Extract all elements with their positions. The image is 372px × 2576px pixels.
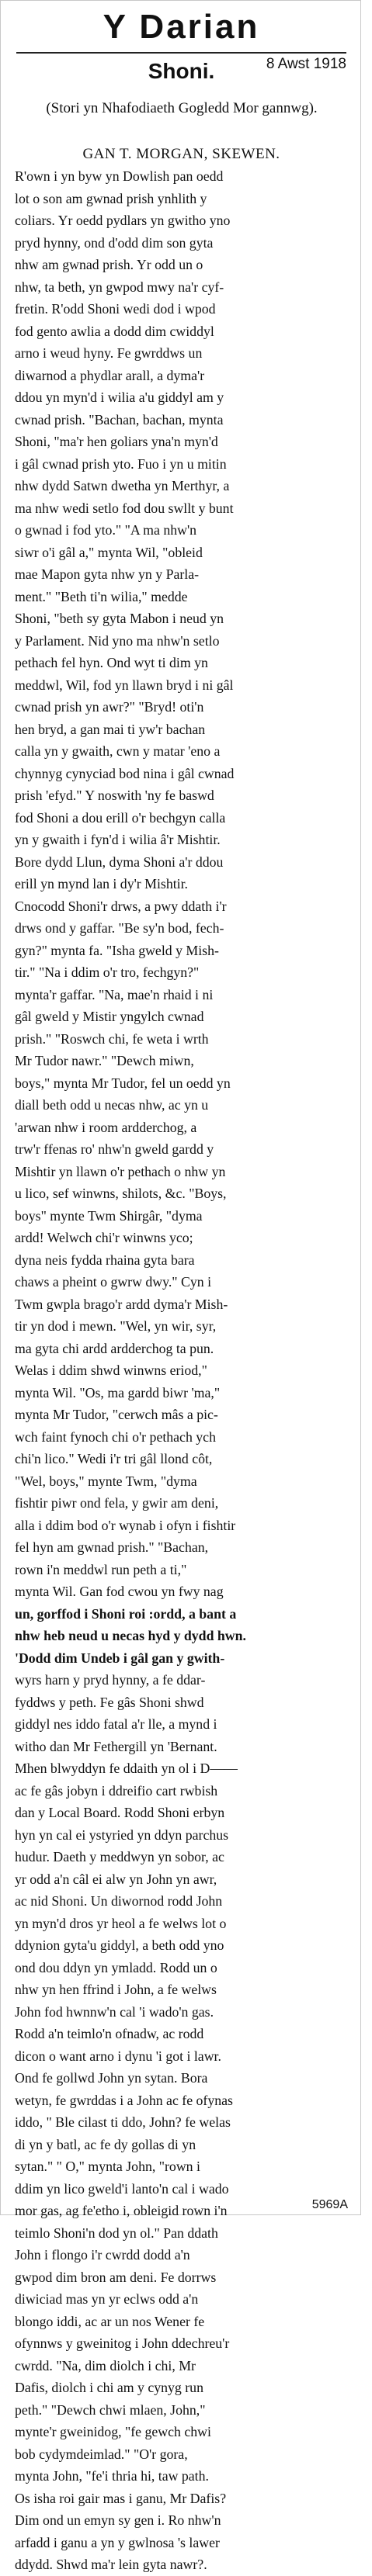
body-line: mynte'r gweinidog, "fe gewch chwi bbox=[15, 2424, 211, 2439]
body-line: "Wel, boys," mynte Twm, "dyma bbox=[15, 1473, 197, 1489]
archive-code: 5969A bbox=[311, 2198, 348, 2211]
body-line: hen bryd, a gan mai ti yw'r bachan bbox=[15, 721, 206, 737]
body-line: nhw dydd Satwn dwetha yn Merthyr, a bbox=[15, 478, 230, 493]
body-line: wetyn, fe gwrddas i a John ac fe ofynas bbox=[15, 2092, 233, 2108]
body-line: cwnad prish yn awr?" "Bryd! oti'n bbox=[15, 699, 204, 715]
body-line: tir." "Na i ddim o'r tro, fechgyn?" bbox=[15, 964, 200, 980]
body-line: diwiciad mas yn yr eclws odd a'n bbox=[15, 2291, 199, 2307]
body-line: mae Mapon gyta nhw yn y Parla- bbox=[15, 566, 200, 582]
body-line: arfadd i ganu a yn y gwlnosa 's lawer bbox=[15, 2534, 220, 2550]
body-line: yn myn'd dros yr heol a fe welws lot o bbox=[15, 1915, 227, 1931]
body-line: nhw yn hen ffrind i John, a fe welws bbox=[15, 1982, 217, 1997]
body-line: Mishtir yn llawn o'r pethach o nhw yn bbox=[15, 1163, 226, 1179]
body-line: Shoni, "beth sy gyta Mabon i neud yn bbox=[15, 611, 224, 626]
body-line: un, gorffod i Shoni roi :ordd, a bant a bbox=[15, 1605, 237, 1622]
body-line: Os isha roi gair mas i ganu, Mr Dafis? bbox=[15, 2490, 227, 2506]
body-line: y Parlament. Nid yno ma nhw'n setlo bbox=[15, 632, 220, 649]
body-line: drws ond y gaffar. "Be sy'n bod, fech- bbox=[15, 920, 224, 936]
body-line: ofynnws y gweinitog i John ddechreu'r bbox=[15, 2335, 230, 2351]
body-line: Shoni, "ma'r hen goliars yna'n myn'd bbox=[15, 434, 218, 449]
body-line: fretin. R'odd Shoni wedi dod i wpod bbox=[15, 301, 216, 317]
body-line: ma nhw wedi setlo fod dou swllt y bunt bbox=[15, 500, 234, 516]
body-line: mynta'r gaffar. "Na, mae'n rhaid i ni bbox=[15, 986, 214, 1002]
body-line: ddim yn lico gweld'i lanto'n cal i wado bbox=[15, 2180, 229, 2197]
body-line: ddynion gyta'u giddyl, a beth odd yno bbox=[15, 1937, 224, 1953]
masthead-rule bbox=[16, 52, 346, 54]
body-line: Mr Tudor nawr." "Dewch miwn, bbox=[15, 1053, 194, 1068]
body-line: yr odd a'n câl ei alw yn John yn awr, bbox=[15, 1871, 217, 1887]
story-header bbox=[16, 58, 346, 89]
body-line: Ond fe gollwd John yn sytan. Bora bbox=[15, 2070, 208, 2086]
body-line: ddou yn myn'd i wilia a'u giddyl am y bbox=[15, 390, 224, 405]
body-line: fyddws y peth. Fe gâs Shoni shwd bbox=[15, 1694, 204, 1710]
body-line: ddydd. Shwd ma'r lein gyta nawr?. bbox=[15, 2557, 207, 2572]
body-line: hudur. Daeth y meddwyn yn sobor, ac bbox=[15, 1849, 224, 1864]
body-line: cwnad prish. "Bachan, bachan, mynta bbox=[15, 411, 224, 428]
body-line: ac nid Shoni. Un diwornod rodd John bbox=[15, 1893, 223, 1909]
body-line: chaws a pheint o gwrw dwy." Cyn i bbox=[15, 1274, 212, 1290]
body-line: bob cydymdeimlad." "O'r gora, bbox=[15, 2446, 188, 2462]
story-body bbox=[15, 165, 347, 2576]
body-line: ma gyta chi ardd ardderchog ta pun. bbox=[15, 1340, 214, 1356]
body-line: erill yn mynd lan i dy'r Mishtir. bbox=[15, 876, 188, 892]
body-line: coliars. Yr oedd pydlars yn gwitho yno bbox=[15, 213, 231, 228]
story-subtitle: (Stori yn Nhafodiaeth Gogledd Mor gannwg). bbox=[46, 100, 318, 116]
body-line: Dafis, diolch i chi am y cynyg run bbox=[15, 2380, 203, 2395]
body-line: Mhen blwyddyn fe ddaith yn ol i D—— bbox=[15, 1761, 238, 1776]
body-line: fod Shoni a dou erill o'r bechgyn calla bbox=[15, 809, 226, 826]
body-line: witho dan Mr Fethergill yn 'Bernant. bbox=[15, 1738, 217, 1754]
body-line: prish." "Roswch chi, fe weta i wrth bbox=[15, 1030, 209, 1047]
body-line: gwpod dim bron am deni. Fe dorrws bbox=[15, 2269, 217, 2285]
body-line: diall beth odd u necas nhw, ac yn u bbox=[15, 1097, 209, 1113]
body-line: wch faint fynoch chi o'r pethach ych bbox=[15, 1428, 216, 1445]
body-line: di yn y batl, ac fe dy gollas di yn bbox=[15, 2136, 196, 2152]
body-line: yn y gwaith i fyn'd i wilia â'r Mishtir. bbox=[15, 832, 221, 847]
body-line: ardd! Welwch chi'r winwns yco; bbox=[15, 1230, 193, 1245]
body-line: dan y Local Board. Rodd Shoni erbyn bbox=[15, 1805, 225, 1820]
body-line: blongo iddi, ac ar un nos Wener fe bbox=[15, 2313, 205, 2329]
body-line: nhw, ta beth, yn gwpod mwy na'r cyf- bbox=[15, 279, 224, 295]
body-line: 'Dodd dim Undeb i gâl gan y gwith- bbox=[15, 1650, 225, 1666]
body-line: ac fe gâs jobyn i ddreifio cart rwbish bbox=[15, 1782, 218, 1799]
body-line: 'arwan nhw i room ardderchog, a bbox=[15, 1119, 197, 1135]
body-line: boys" mynte Twm Shirgâr, "dyma bbox=[15, 1207, 203, 1224]
body-line: R'own i yn byw yn Dowlish pan oedd bbox=[15, 168, 224, 184]
body-line: Cnocodd Shoni'r drws, a pwy ddath i'r bbox=[15, 898, 227, 914]
body-line: alla i ddim bod o'r wynab i ofyn i fishtir bbox=[15, 1517, 236, 1533]
body-line: mynta Mr Tudor, "cerwch mâs a pic- bbox=[15, 1407, 218, 1422]
body-line: chynnyg cynyciad bod nina i gâl cwnad bbox=[15, 765, 235, 781]
body-line: fishtir piwr ond fela, y gwir am deni, bbox=[15, 1495, 219, 1511]
body-line: siwr o'i gâl a," mynta Wil, "obleid bbox=[15, 544, 203, 560]
story-byline: GAN T. MORGAN, SKEWEN. bbox=[82, 146, 280, 162]
body-line: Welas i ddim shwd winwns eriod," bbox=[15, 1362, 207, 1378]
body-line: nhw am gwnad prish. Yr odd un o bbox=[15, 257, 203, 272]
body-line: pethach fel hyn. Ond wyt ti dim yn bbox=[15, 655, 208, 670]
body-line: mynta Wil. Gan fod cwou yn fwy nag bbox=[15, 1584, 224, 1599]
body-line: calla yn y gwaith, cwn y matar 'eno a bbox=[15, 743, 221, 759]
story-date: 8 Awst 1918 bbox=[266, 56, 346, 72]
body-line: cwrdd. "Na, dim diolch i chi, Mr bbox=[15, 2357, 196, 2373]
body-line: fel hyn am gwnad prish." "Bachan, bbox=[15, 1539, 209, 1555]
body-line: diwarnod a phydlar arall, a dyma'r bbox=[15, 367, 205, 383]
body-line: giddyl nes iddo fatal a'r lle, a mynd i bbox=[15, 1716, 217, 1732]
body-line: mynta John, "fe'i thria hi, taw path. bbox=[15, 2468, 209, 2484]
body-line: ond dou ddyn yn ymladd. Rodd un o bbox=[15, 1959, 217, 1975]
body-line: gyn?" mynta fa. "Isha gweld y Mish- bbox=[15, 942, 219, 958]
body-line: prish 'efyd." Y noswith 'ny fe baswd bbox=[15, 788, 214, 803]
body-line: Bore dydd Llun, dyma Shoni a'r ddou bbox=[15, 853, 224, 870]
body-line: Dim ond un emyn sy gen i. Ro nhw'n bbox=[15, 2512, 221, 2528]
body-line: nhw heb neud u necas hyd y dydd hwn. bbox=[15, 1628, 246, 1643]
body-line: u lico, sef winwns, shilots, &c. "Boys, bbox=[15, 1186, 227, 1201]
body-line: mynta Wil. "Os, ma gardd biwr 'ma," bbox=[15, 1384, 221, 1401]
body-line: trw'r ffenas ro' nhw'n gweld gardd y bbox=[15, 1141, 214, 1157]
body-line: o gwnad i fod yto." "A ma nhw'n bbox=[15, 522, 197, 538]
body-line: peth." "Dewch chwi mlaen, John," bbox=[15, 2401, 206, 2418]
body-line: dicon o want arno i dynu 'i got i lawr. bbox=[15, 2048, 221, 2064]
body-line: gâl gweld y Mistir yngylch cwnad bbox=[15, 1009, 204, 1024]
body-line: sytan." " O," mynta John, "rown i bbox=[15, 2159, 200, 2174]
body-line: boys," mynta Mr Tudor, fel un oedd yn bbox=[15, 1075, 231, 1091]
body-line: ment." "Beth ti'n wilia," medde bbox=[15, 588, 188, 604]
body-line: iddo, " Ble cilast ti ddo, John? fe welas bbox=[15, 2114, 231, 2130]
body-line: pryd hynny, ond d'odd dim son gyta bbox=[15, 234, 214, 251]
body-line: i gâl cwnad prish yto. Fuo i yn u mitin bbox=[15, 455, 227, 472]
body-line: dyna neis fydda rhaina gyta bara bbox=[15, 1252, 195, 1268]
body-line: teimlo Shoni'n dod yn ol." Pan ddath bbox=[15, 2225, 218, 2241]
body-line: wyrs harn y pryd hynny, a fe ddar- bbox=[15, 1672, 206, 1688]
body-line: Rodd a'n teimlo'n ofnadw, ac rodd bbox=[15, 2026, 204, 2041]
body-line: meddwl, Wil, fod yn llawn bryd i ni gâl bbox=[15, 677, 234, 693]
body-line: hyn yn cal ei ystyried yn ddyn parchus bbox=[15, 1826, 229, 1843]
body-line: tir yn dod i mewn. "Wel, yn wir, syr, bbox=[15, 1318, 217, 1334]
body-line: John i flongo i'r cwrdd dodd a'n bbox=[15, 2247, 190, 2263]
body-line: Twm gwpla brago'r ardd dyma'r Mish- bbox=[15, 1296, 228, 1312]
body-line: rown i'n meddwl run peth a ti," bbox=[15, 1561, 187, 1577]
body-line: John fod hwnnw'n cal 'i wado'n gas. bbox=[15, 2003, 214, 2020]
story-title: Shoni. bbox=[148, 59, 215, 83]
body-line: mor gas, ag fe'etho i, obleigid rown i'n bbox=[15, 2203, 228, 2218]
masthead bbox=[16, 5, 346, 55]
masthead-title: Y Darian bbox=[103, 8, 260, 46]
body-line: fod gento awlia a dodd dim cwiddyl bbox=[15, 323, 214, 339]
body-line: lot o son am gwnad prish ynhlith y bbox=[15, 190, 207, 206]
body-line: chi'n lico." Wedi i'r tri gâl llond côt, bbox=[15, 1451, 213, 1466]
body-line: arno i weud hyny. Fe gwrddws un bbox=[15, 345, 203, 361]
